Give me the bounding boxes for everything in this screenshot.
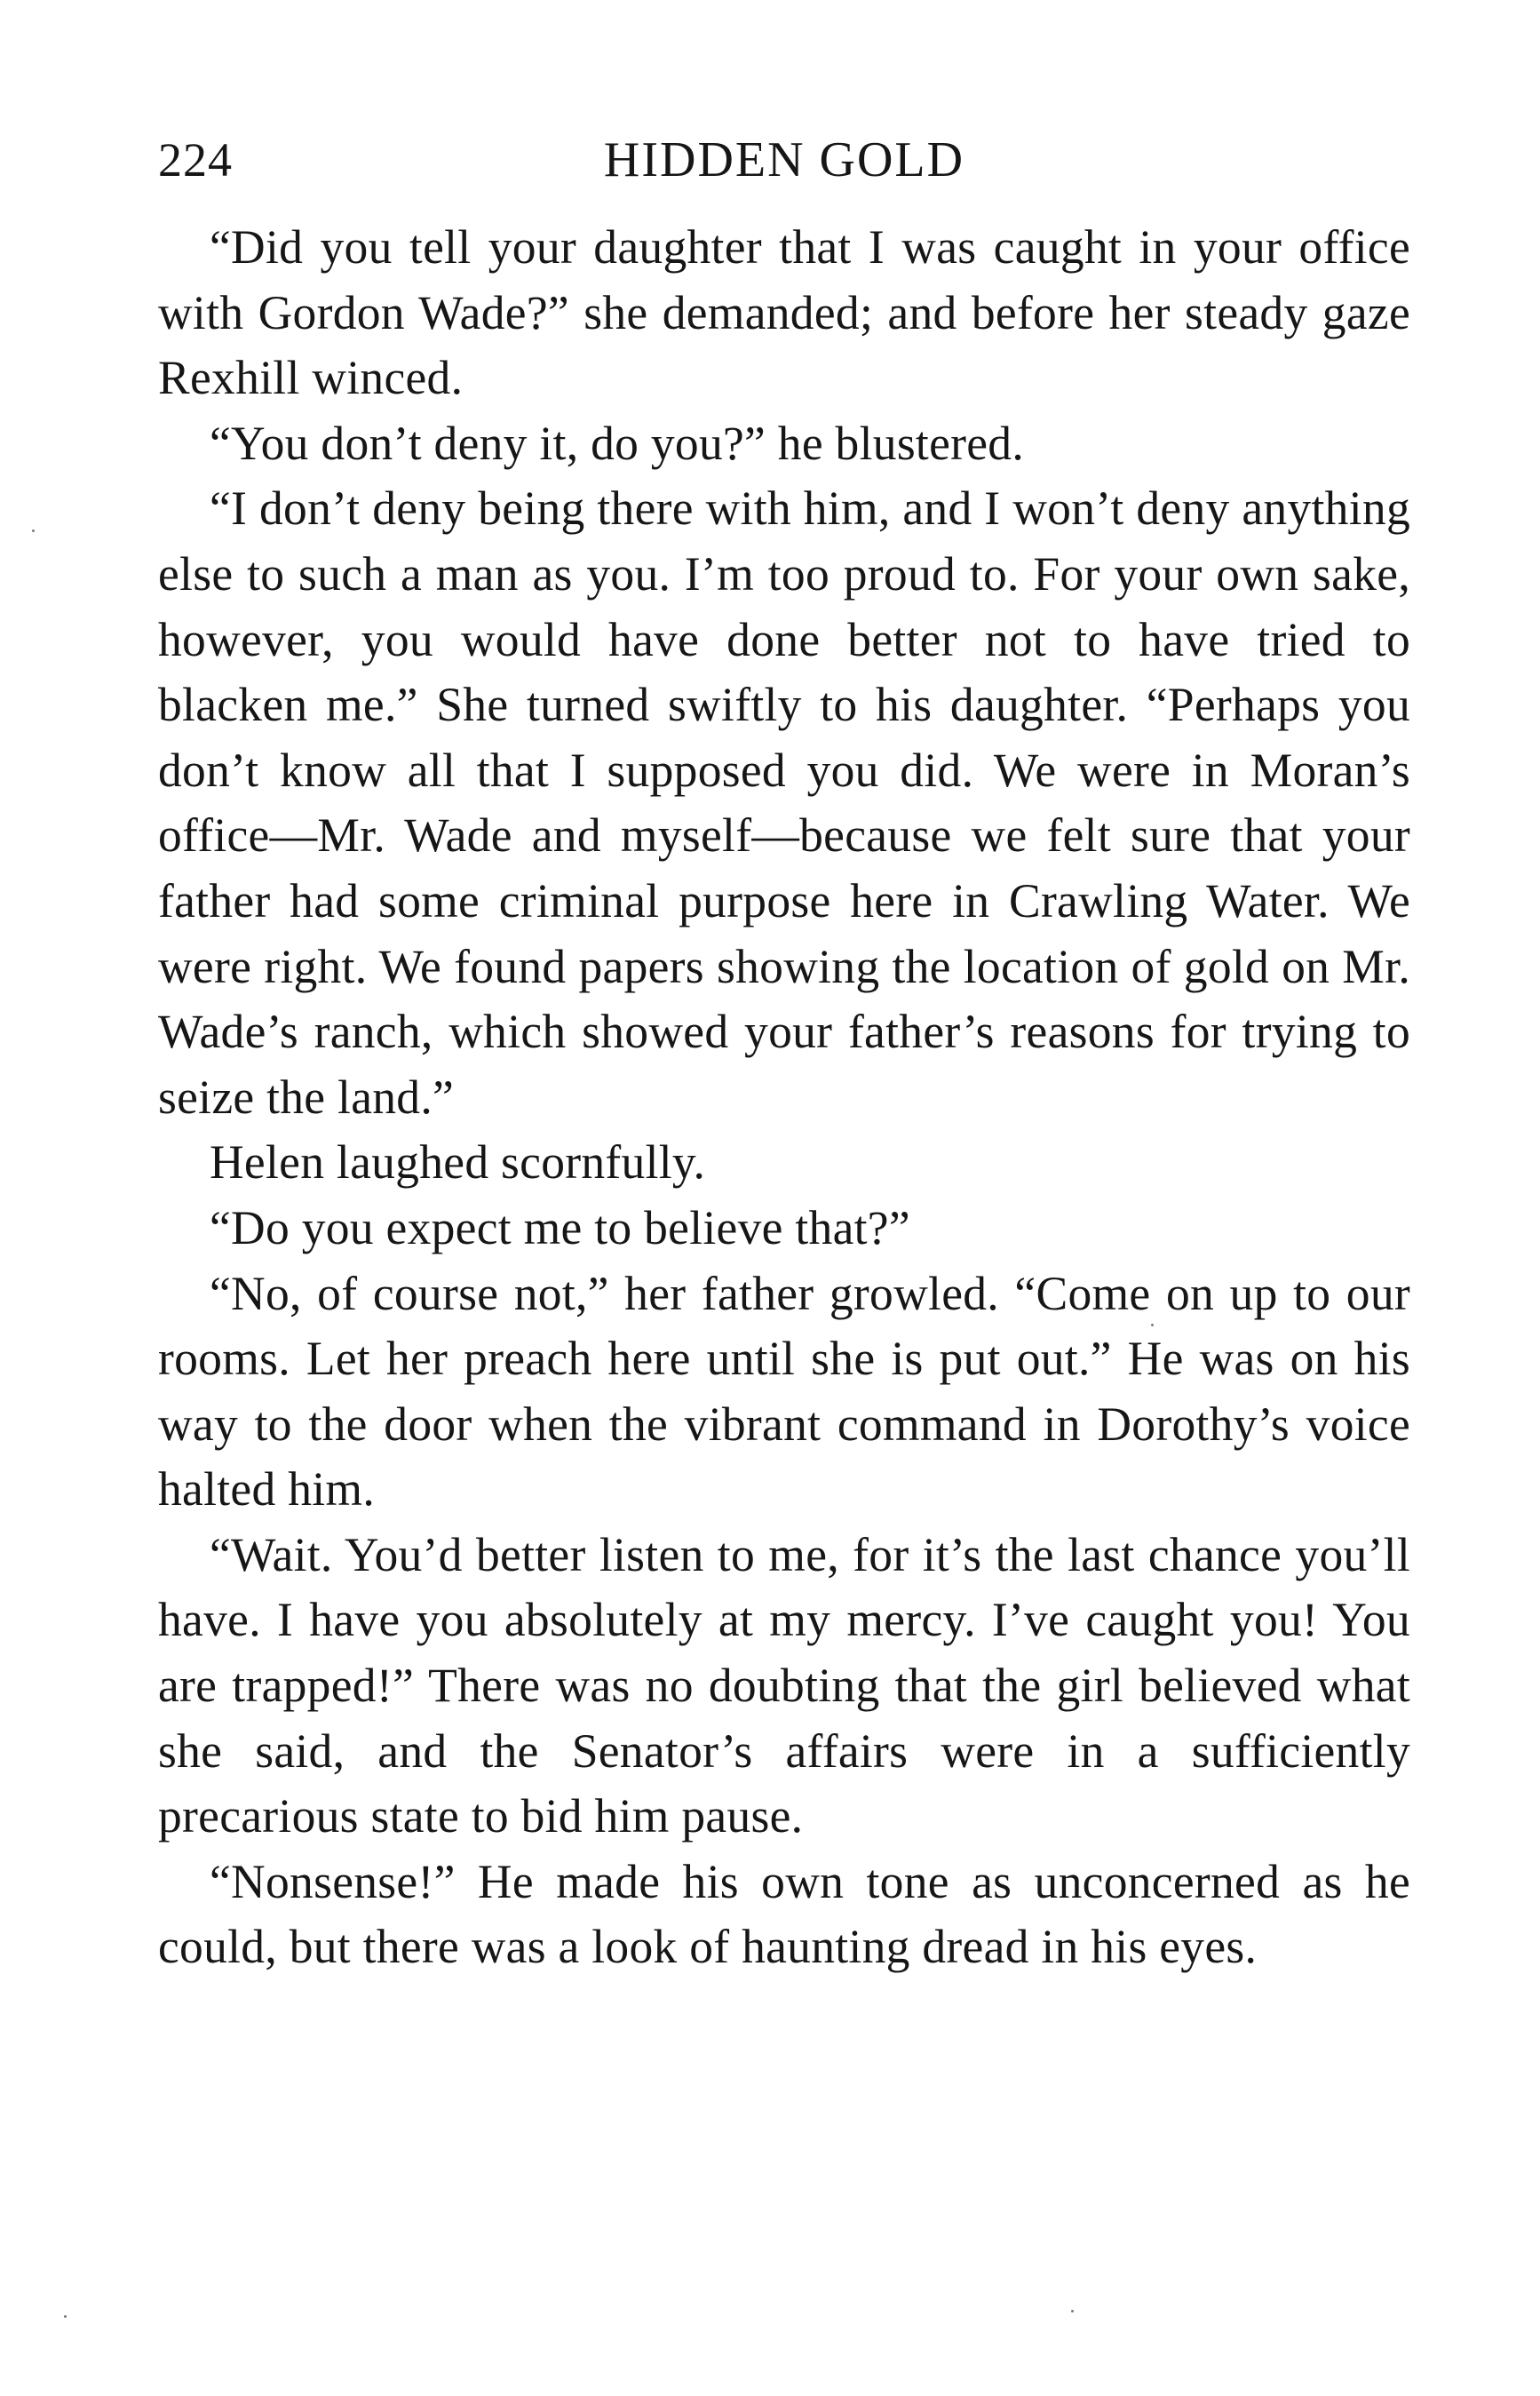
paragraph: “You don’t deny it, do you?” he blustered. — [210, 416, 1025, 470]
paragraph: Helen laughed scornfully. — [210, 1135, 706, 1190]
dust-speck — [1071, 2310, 1074, 2312]
page-number: 224 — [158, 133, 233, 187]
paragraph: “Nonsense!” He made his own tone as unconcerned as he could, but there was a look of haunting dread in his eyes. — [158, 1854, 1410, 1974]
paragraph: “Do you expect me to believe that?” — [210, 1200, 910, 1254]
body-text — [158, 215, 1410, 1980]
paragraph: “Did you tell your daughter that I was caught in your office with Gordon Wade?” she demanded; and before her steady gaze Rexhill winced. — [158, 220, 1410, 405]
running-head: HIDDEN GOLD — [603, 132, 965, 187]
paragraph: “No, of course not,” her father growled. “Come on up to our rooms. Let her preach here until she is put out.” He was on his way to the door when the vibrant command in Dorothy’s voice halted him. — [158, 1266, 1410, 1516]
page-header — [158, 124, 1410, 195]
dust-speck — [64, 2315, 67, 2318]
dust-speck — [1151, 1324, 1154, 1326]
paragraph: “I don’t deny being there with him, and I won’t deny anything else to such a man as you. I’m too proud to. For your own sake, however, you would have done better not to have tried to blacken me.” She turned swiftly to his daughter. “Perhaps you don’t know all that I supposed you did. We were in Moran’s office—Mr. Wade and myself—because we felt sure that your father had some criminal purpose here in Crawling Water. We were right. We found papers showing the location of gold on Mr. Wade’s ranch, which showed your father’s reasons for trying to seize the land.” — [158, 482, 1410, 1124]
dust-speck — [32, 529, 35, 532]
paragraph: “Wait. You’d better listen to me, for it’s the last chance you’ll have. I have you absolutely at my mercy. I’ve caught you! You are trapped!” There was no doubting that the girl believed what she said, and the Senator’s affairs were in a sufficiently precarious state to bid him pause. — [158, 1527, 1410, 1843]
